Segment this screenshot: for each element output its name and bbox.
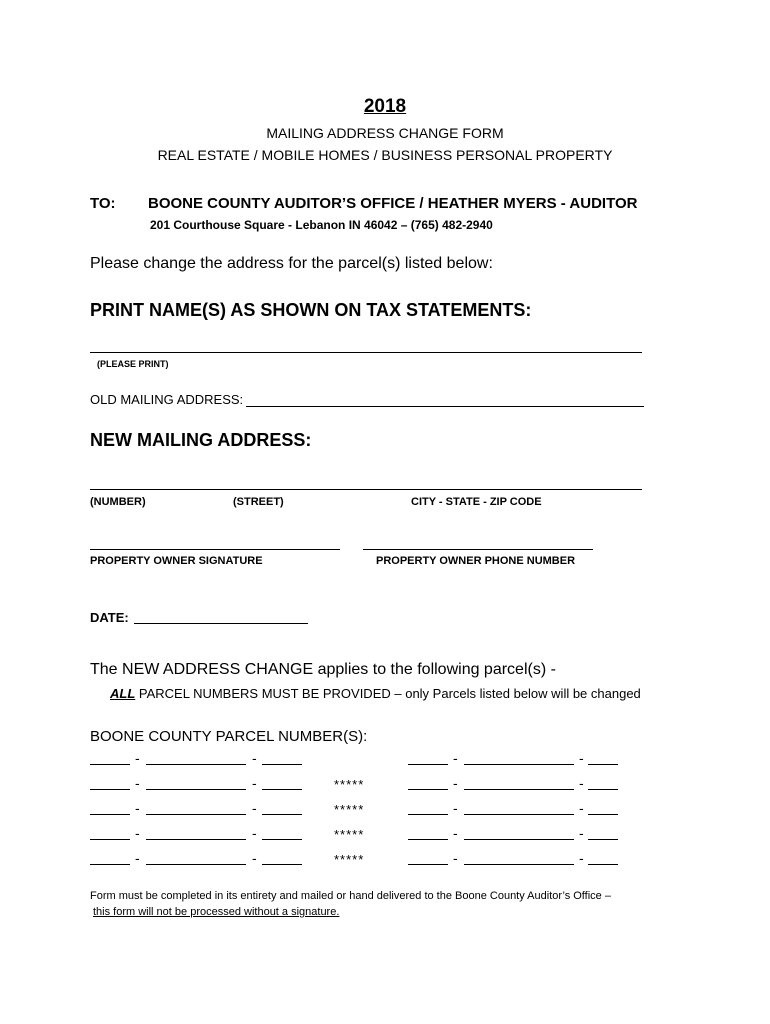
parcel-field[interactable] xyxy=(408,839,448,840)
parcel-field[interactable] xyxy=(464,864,574,865)
parcel-field[interactable] xyxy=(146,764,246,765)
new-address-field[interactable] xyxy=(90,489,642,490)
intro-text: Please change the address for the parcel(s) listed below: xyxy=(90,255,493,272)
auditor-office: BOONE COUNTY AUDITOR’S OFFICE / HEATHER MYERS - AUDITOR xyxy=(148,195,638,212)
form-year: 2018 xyxy=(363,96,407,117)
parcel-field[interactable] xyxy=(146,789,246,790)
parcel-row xyxy=(90,850,630,868)
owner-phone-label: PROPERTY OWNER PHONE NUMBER xyxy=(376,555,576,567)
parcel-numbers-heading: BOONE COUNTY PARCEL NUMBER(S): xyxy=(90,728,368,745)
owner-signature-field[interactable] xyxy=(90,549,340,550)
parcel-field[interactable] xyxy=(90,764,130,765)
parcels-notice-rest: PARCEL NUMBERS MUST BE PROVIDED – only Parcels listed below will be changed xyxy=(135,686,641,701)
old-address-label: OLD MAILING ADDRESS: xyxy=(90,392,244,407)
to-label: TO: xyxy=(90,195,116,212)
old-address-field[interactable] xyxy=(246,406,644,407)
parcel-dash: - xyxy=(252,800,257,816)
parcel-field[interactable] xyxy=(464,839,574,840)
parcel-field[interactable] xyxy=(408,789,448,790)
parcels-notice-line1: The NEW ADDRESS CHANGE applies to the following parcel(s) - xyxy=(90,661,556,678)
parcel-field[interactable] xyxy=(588,864,618,865)
form-title: MAILING ADDRESS CHANGE FORM xyxy=(266,125,504,141)
parcel-field[interactable] xyxy=(588,764,618,765)
parcel-row xyxy=(90,775,630,793)
parcel-separator: ***** xyxy=(334,852,365,867)
parcel-dash: - xyxy=(453,800,458,816)
parcel-field[interactable] xyxy=(464,764,574,765)
date-label: DATE: xyxy=(90,610,129,625)
parcel-dash: - xyxy=(252,825,257,841)
parcel-separator: ***** xyxy=(334,802,365,817)
parcel-dash: - xyxy=(135,825,140,841)
all-emphasis: ALL xyxy=(110,686,136,701)
owner-phone-field[interactable] xyxy=(363,549,593,550)
parcel-field[interactable] xyxy=(262,864,302,865)
parcel-dash: - xyxy=(252,775,257,791)
parcel-dash: - xyxy=(135,750,140,766)
parcel-field[interactable] xyxy=(588,789,618,790)
new-address-street-label: (STREET) xyxy=(233,496,284,508)
parcels-notice-line2 xyxy=(110,686,641,701)
parcel-field[interactable] xyxy=(262,789,302,790)
parcel-row xyxy=(90,825,630,843)
parcel-row xyxy=(90,800,630,818)
parcel-dash: - xyxy=(453,850,458,866)
parcel-dash: - xyxy=(252,750,257,766)
parcel-field[interactable] xyxy=(146,864,246,865)
new-address-heading: NEW MAILING ADDRESS: xyxy=(90,430,312,450)
parcel-field[interactable] xyxy=(408,814,448,815)
parcel-field[interactable] xyxy=(588,814,618,815)
footer-line1: Form must be completed in its entirety and mailed or hand delivered to the Boone County Auditor’s Office – xyxy=(90,890,611,902)
parcel-dash: - xyxy=(135,850,140,866)
parcel-dash: - xyxy=(135,800,140,816)
parcel-separator: ***** xyxy=(334,827,365,842)
parcel-dash: - xyxy=(453,825,458,841)
parcel-field[interactable] xyxy=(90,789,130,790)
parcel-field[interactable] xyxy=(464,814,574,815)
parcel-dash: - xyxy=(579,775,584,791)
please-print-hint: (PLEASE PRINT) xyxy=(97,359,169,369)
parcel-dash: - xyxy=(135,775,140,791)
parcel-field[interactable] xyxy=(146,814,246,815)
parcel-field[interactable] xyxy=(146,839,246,840)
owner-signature-label: PROPERTY OWNER SIGNATURE xyxy=(90,555,263,567)
parcel-field[interactable] xyxy=(262,814,302,815)
parcel-field[interactable] xyxy=(408,764,448,765)
parcel-field[interactable] xyxy=(262,839,302,840)
parcel-field[interactable] xyxy=(262,764,302,765)
auditor-address: 201 Courthouse Square - Lebanon IN 46042 – (765) 482-2940 xyxy=(150,218,493,232)
print-names-heading: PRINT NAME(S) AS SHOWN ON TAX STATEMENTS: xyxy=(90,300,532,320)
parcel-field[interactable] xyxy=(588,839,618,840)
parcel-dash: - xyxy=(252,850,257,866)
new-address-city-label: CITY - STATE - ZIP CODE xyxy=(411,496,542,508)
parcel-dash: - xyxy=(579,825,584,841)
parcel-field[interactable] xyxy=(90,814,130,815)
print-names-field[interactable] xyxy=(90,352,642,353)
parcel-dash: - xyxy=(579,850,584,866)
parcel-dash: - xyxy=(579,750,584,766)
parcel-separator: ***** xyxy=(334,777,365,792)
parcel-dash: - xyxy=(579,800,584,816)
parcel-dash: - xyxy=(453,750,458,766)
parcel-field[interactable] xyxy=(408,864,448,865)
parcel-field[interactable] xyxy=(464,789,574,790)
parcel-row xyxy=(90,750,630,768)
parcel-field[interactable] xyxy=(90,864,130,865)
form-subtitle: REAL ESTATE / MOBILE HOMES / BUSINESS PERSONAL PROPERTY xyxy=(157,147,613,163)
footer-line2: this form will not be processed without a signature. xyxy=(93,906,340,918)
parcel-dash: - xyxy=(453,775,458,791)
parcel-field[interactable] xyxy=(90,839,130,840)
new-address-number-label: (NUMBER) xyxy=(90,496,146,508)
date-field[interactable] xyxy=(134,623,308,624)
